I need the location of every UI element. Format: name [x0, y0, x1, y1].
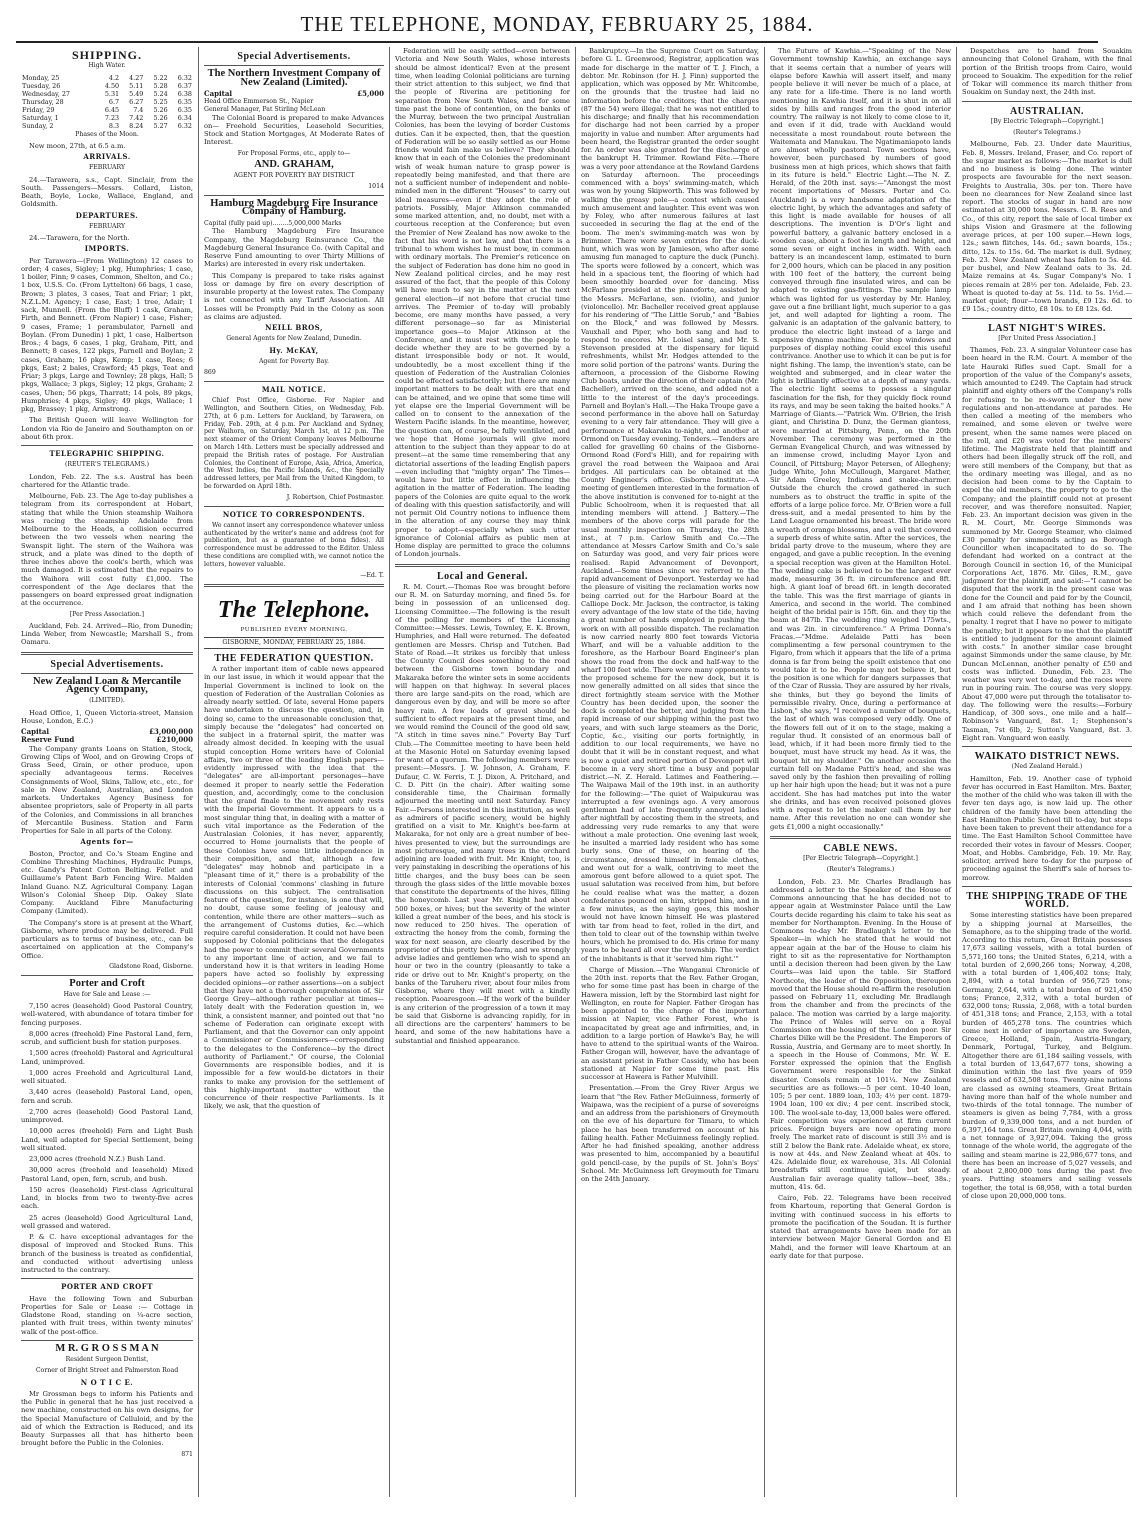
corresp-text: We cannot insert any correspondence whatever unless authenticated by the writer's name and address (not for publication, but as a guarantee of bona fides). All correspondence must be addressed to the Editor. Unless these conditions are complied with, we cannot notice the letters, however valuable. [204, 521, 384, 568]
northern-manager: General Manager, Pat Stirling McLean [204, 105, 326, 113]
masthead-title: THE TELEPHONE, MONDAY, FEBRUARY 25, 1884. [300, 12, 814, 36]
last-night-heading: LAST NIGHT'S WIRES. [988, 322, 1106, 334]
nz-loan-office: Head Office, 1, Queen Victoria-street, Mansion House, London, E.C.) [21, 708, 193, 725]
local-text-cont: Bankruptcy.—In the Supreme Court on Saturday, before G. L. Greenwood, Registrar, application was made for discharge in the matter of T. J. Finch, a debtor. Mr. Robinson (for H. J. Finn) supported the application, which was opposed by Mr. Whitcombe, on the grounds that the trustee had laid no information before the creditors; that the charges (87 the 54) were illegal; that he was not entitled to his discharge; and finally that his recommendation for discharge had not been carried by a proper majority in value and number. After arguments had been heard, the Registrar granted the order sought for. An order was also granted for the discharge of the bankrupt H. Trimmer. Rowland Fête.—There was a very poor attendance at the Rowland Gardens on Saturday afternoon. The proceedings commenced with a boys' swimming-match, which was won by young Skipworth. This was followed by walking the greasy pole—a contest which caused much amusement and laughter. This event was won by Foley, who after numerous failures at last succeeded in securing the flag at the end of the boom. The men's swimming-match was won by Brimmer. There were seven entries for the duck-hunt, which was won by Jamieson, who after some amusing fun managed to capture the duck (Punch). The sports were followed by a concert, which was held in a spacious tent, the flooring of which had been smoothly boarded over for dancing. Miss McFarlane presided at the pianoforte, assisted by the Messrs. McFarlane, sen. (violin), and junior (violoncello). Mr. Bacheller received great applause for his rendering of "The Little Sorub," and "Babies on the Block," and was followed by Messrs. Vauxhall and Piper, who both sang and had to respond to encores. Mr. Loisel sang, and Mr. S. Stevenson presided at the dispensary for liquid refreshments, whilst Mr. Hodges attended to the more solid portion of the patrons' wants. During the afternoon, a procession of the Gisborne Rowing Club boats, under the direction of their captain (Mr. Bacheller), arrived on the scene, and added not a little to the interest of the day's proceedings. Parnell and Boylan's Hall.—The Haka Troupe gave a second performance in the above hall on Saturday evening to a very fair attendance. They will give a performance at Makaraka to-night, and another at Ormond on Tuesday evening. Tenders.—Tenders are called for gravelling 60 chains of the Gisborne-Ormond Road (Ford's Hill), and for repairing with gravel the road between the Waipaoa and Arai bridges. All particulars can be obtained at the County Engineer's office. Gisborne Institute.—A meeting of gentlemen interested in the formation of the above institution is convened for to-night at the Public Schoolroom, when it is requested that all intending members will attend. J Battery.—The members of the above corps will parade for the usual monthly inspection on Thursday, the 28th inst., at 7 p.m. Carlow Smith and Co.—The attendance at Messrs Carlow Smith and Co.'s sale on Saturday was good, and very fair prices were realised. Rapid Advancement of Devonport, Auckland.—Some times since we referred to the rapid advancement of Devonport. Yesterday we had the pleasure of visiting the reclamation works now being carried out for the Harbour Board at the Calliope Dock. Mr. Jackson, the contractor, is taking every advantage of the low state of the tide, having a great number of hands employed in pushing the work on with all possible dispatch. The reclamation is now carried nearly 800 feet towards Victoria Wharf, and will be a valuable addition to the foreshore, as the Harbour Board Engineer's plan shows the road from the dock and half-way to the wharf 100 feet wide. There were many opponents to the proposed scheme for the new dock, but it is now generally admitted on all sides that since the direct fortnightly steam service with the Mother Country has been decided upon, the sooner the dock is completed the better, and judging from the rapid increase of our shipping within the past two years, and with such large steamers as the Doric, Coptic, &c., visiting our ports fortnightly, in addition to our local requirements, we have no doubt that it will be in constant request, and what is now a quiet and retired portion of Devonport will become in a very short time a busy and popular district.—N. Z. Herald. Latimes and Feathering.—The Waipawa Mail of the 19th inst. in an authority for the following:—"The quiet of Waipukurau was interrupted a few evenings ago. A very amorous gentleman had of late frequently annoyed ladies after nightfall by accosting them in the streets, and addressing very rude remarks to any that were without a male protection. One evening last week, he insulted a married lady resident who has some burly sons. One of these, on hearing of the circumstance, dressed himself in female clothes, and went out for a walk, contriving to meet the amorous gent before allowed to a quiet spot. The usual salutation was received from him, but before he could realise what was the matter, a dozen confederates pounced on him, stripped him, and in a few minutes, as the saying goes, this mosher would not have known himself. He was plastered with tar from head to feet, rolled in the dirt, and then told to clear out of the township within twelve hours, which he promised to do. His crime for many years to be heard all over the township. The verdict of the inhabitants is that it 'served him right.'" [581, 47, 759, 963]
tide-cell: 6.27 [129, 97, 144, 106]
tide-cell: 5.22 [153, 73, 168, 82]
departures-heading: DEPARTURES. [75, 210, 139, 220]
column-1 [16, 47, 199, 1497]
column-6 [957, 47, 1137, 1497]
tide-cell: Wednesday, 27 [22, 89, 70, 98]
divider [21, 975, 193, 976]
tide-cell: Monday, 25 [22, 73, 60, 82]
hamburg-text: The Hamburg Magdeburg Fire Insurance Company, the Magdeburg Reinsurance Co., the Magdeburg General Insurance Co. (with Capital and Reserve Fund amounting to over Thirty Millions of Marks) are interested in every risk undertaken. [204, 227, 384, 269]
australian-heading: AUSTRALIAN. [1009, 105, 1085, 117]
tide-cell: 8.3 [108, 121, 120, 130]
porter-note: P. & C. have exceptional advantages for the disposal of improved and Stocked Runs. This branch of the business is treated as confidential, and conducted without advertising unless instructed to the contrary. [21, 1233, 193, 1275]
shipping-trade-text: Some interesting statistics have been prepared by a shipping journal at Marseilles, the Semaphore, as to the shipping trade of the world. According to this return, Great Britain possesses 17,673 sailing vessels, with a total burden of 5,571,160 tons; the United States, 6,214, with a total burden of 2,690,266 tons; Norway, 4,208, with a total burden of 1,406,402 tons; Italy, 2,894, with a total burden of 956,725 tons; Germany, 2,644, with a total burden of 921,450 tons; France, 2,312, with a total burden of 632,000 tons; Russia, 2,068, with a total burden of 451,318 tons; and France, 2,153, with a total burden of 465,278 tons. The countries which come next in order of importance are Sweden, Greece, Holland, Spain, Austria-Hungary, Denmark, Portugal, Turkey, and Belgium. Altogether there are 61,184 sailing vessels, with a total burden of 13,647,677 tons, showing a diminution within the last five years of 959 vessels and of 632,508 tons. Twenty-nine nations are classed as owning steamers, Great Britain having more than half of the whole number and two-thirds of the total tonnage. The number of steamers is given as being 7,784, with a gross burden of 9,339,000 tons, and a net burden of 6,397,164 tons. Great Britain owning 4,044, with a net tonnage of 3,927,094. Taking the gross tonnage of the whole world, the aggregate of the sailing and steam marine is 22,986,677 tons, and there has been an increase of 5,027 vessels, and of about 2,800,000 tons during the past five years. Putting steamers and sailing vessels together, the total is 68,958, with a total burden of close upon 20,000,000 tons. [962, 911, 1132, 1200]
last-night-text: Thames, Feb. 23. A singular Volunteer case has been heard in the R.M. Court. A member of the late Hauraki Rifles sued Capt. Small for a proportion of the value of the Company's assets, which amounted to £249. The Captain had struck plaintiff and eighty others off the Company's rolls for refusing to be re-sworn under the new regulations and non-attendance at parades. He then called a meeting of the members who remained, and some eleven or twelve were present, when the same names were placed on the roll, and £20 was voted for the members' lifetime. The Magistrate held that plaintiff and others had been illegally struck off the roll, and were still members of the Company, but that as the ordinary meeting was illegal, and as no decision had been come to by the Captain to expel the old members, the property to go to the Company; and the plaintiff could not at present recover, and was therefore nonsuited. Napier, Feb. 23. An important decision was given in the R. M. Court, Mr. George Simmonds was summoned by Mr. George Steamer, who claimed £30 penalty for simmonds acting as Borough Councillor when incapacitated to do so. The defendant had worked on a contract at the Borough Council in section 16, of the Municipal Corporations Act, 1876. Mr. Giles, R.M., gave judgment for the plaintiff, and said:—"I cannot be disputed that the work in the present case was done for the Council and paid for by the Council, and I am afraid that nothing has been shown which could relieve the defendant from the penalty. I regret that I have no power to mitigate the penalty; but it appears to me that the plaintiff is entitled to judgment for the amount claimed with costs." In another similar case brought against Simmonds under the same clause, by Mr. Duncan McLennan, another penalty of £50 and costs was inflicted. Dunedin, Feb. 23. The weather was very wet to-day, and the races were run in pouring rain. The course was very sloppy. About 47,000 were put through the totalisator to-day. The following were the results:—Forbury Handicap, of 300 sovs., one mile and a half—Robinson's Vanguard, 8st. 1; Stephenson's Tasman, 7st 6lb, 2; Sutton's Vanguard, 8st. 3. Eight ran. Vanguard won easily. [962, 346, 1132, 742]
press-text: Auckland, Feb. 24. Arrived—Rio, from Dunedin; Linda Weber, from Newcastle; Marshall S., from Oamaru. [21, 621, 193, 647]
reserve-value: £210,000 [156, 735, 193, 745]
last-night-sub: [Per United Press Association.] [998, 334, 1096, 342]
nameplate-lettering [212, 592, 377, 624]
telegraphic-text-1: London, Feb. 22. The s.s. Austral has been chartered for the Atlantic trade. [21, 472, 193, 489]
tide-cell: 5.27 [153, 121, 168, 130]
hamburg-local-sub: Agent for Poverty Bay. [258, 357, 330, 365]
northern-capital [204, 90, 384, 98]
tide-row [21, 122, 193, 130]
capital-label: Capital [21, 727, 50, 736]
northern-proposal: For Proposal Forms, etc., apply to— [237, 149, 351, 157]
porter-item: 23,000 acres (freehold N.Z.) Bush Land. [29, 1155, 166, 1164]
hamburg-text-2: This Company is prepared to take risks against loss or damage by fire on every description of insurable property at the lowest rates. The Company is not connected with any Tariff Association. All Losses will be Promptly Paid in the Colony as soon as claims are adjusted. [204, 271, 384, 321]
hamburg-title: Hamburg Magdeburg Fire Insurance Company of Hamburg. [210, 198, 378, 218]
dateline: GISBORNE, MONDAY, FEBRUARY 25, 1884. [204, 637, 384, 649]
porter-item: 7,150 acres (leasehold) Good Pastoral Country, well-watered, with abundance of totara timber for fencing purposes. [21, 1002, 193, 1027]
divider [395, 564, 570, 567]
divider [204, 381, 384, 382]
agents-text: Boston, Proctor, and Co.'s Steam Engine and Combine Threshing Machines, Hydraulic Pumps, etc. Gandy's Patent Cotton Belting. Fellet and Guillaume's Patent Barb Fencing Wire. Malden Inland Guano. N.Z. Agricultural Company. Lagan Wilson's Colonial Sheep Dip. Oakey Slate Company. Auckland Fibre Manufacturing Company (Limited). [21, 849, 193, 916]
masthead [16, 10, 1098, 43]
notice-number: 871 [181, 1450, 193, 1458]
australian-sub-2: (Reuter's Telegrams.) [1013, 129, 1081, 136]
columns [16, 47, 1132, 1497]
porter-item: 2,700 acres (leasehold) Good Pastoral Land, unimproved. [21, 1107, 193, 1125]
northern-text: The Colonial Board is prepared to make Advances on— Freehold Securities, Leasehold Securities, Stock and Station Mortgages, At Moderate Rates of Interest. [204, 113, 384, 147]
arrivals-text: 24.—Tarawera, s.s., Capt. Sinclair, from the South. Passengers—Messrs. Collard, Liston, Beath, Boyle, Locke, Wallace, England, and Goldsmith. [21, 175, 193, 209]
company-store-text: The Company's store is at present at the Wharf, Gisborne, where produce may be delivered. Full particulars as to terms of business, etc., can be ascertained on application at the Company's Office. [21, 918, 193, 960]
tide-cell: 6.35 [177, 97, 192, 106]
graham-agent: AGENT FOR POVERTY BAY DISTRICT [233, 172, 355, 180]
agents-heading: Agents for— [80, 837, 134, 847]
porter-item: 25 acres (leasehold) Good Agricultural Land, well grassed and watered. [21, 1213, 193, 1230]
corresp-heading: NOTICE TO CORRESPONDENTS. [222, 509, 366, 519]
tide-cell: 6.32 [177, 121, 192, 130]
hamburg-capital: Capital (fully paid up)........5,000,000 Marks [204, 219, 342, 227]
federation-text: A rather important item of cable news appeared in our last issue, in which it would appear that the Imperial Government is inclined to look on the question of Federation of the Australian Colonies as already nearly settled. Of late, several Home papers have undertaken to discuss the question, and, in doing so, came to the unreasonable conclusion that, simply because the "delegates" had concerted on the subject in a fraternal spirit, the matter was already almost decided. In keeping with the usual stupid conception Home writers have of Colonial affairs, two or three of the leading English papers—evidently impressed with the idea that the "delegates" are all-important personages—have deemed it proper to nearly settle the Federation question, and, accordingly, come to the conclusion that the grand finale to the movement only rests with the Imperial Government. It appears to us a most singular thing that, in dealing with a matter of such vital importance as the Federation of the Australasian Colonies, it has never, apparently, occurred to Home journalists that the people of these Colonies have some little independence in their composition, and that, although a few "delegates" may hobnob and participate in a "pleasant time of it," there is a probability of the interests of Colonial 'commons' clashing in future discussions on this subject. The centralisation feature of the question, for instance, is one that will, no doubt, cause some feeling of jealousy and contention, while there are other matters—such as the arrangement of Customs duties, &c.—which require careful consideration. It could not have been supposed by Colonial politicians that the delegates had the power to commit their several Governments to any important line of action, and we fail to understand how it is that writers in leading Home papers have acted so foolishly by expressing decided opinions—or rather assertions—on a subject that they have not a thorough comprehension of. Sir George Grey—although rather peculiar at times—lately dealt with the Federation question in, we think, a consistent manner, and pointed out that "no scheme of Federation can originate except with Parliament, and that the Governor can only appoint a Commissioner or Commissioners—corresponding to the delegates to the Conference—by the direct authority of Parliament." Of course, the Colonial Governments are responsible bodies, and it is impossible for a few would-be dictators in their ranks to make any provision for the settlement of this highly-important matter without the concurrence of their respective Parliaments. Is it likely, we ask, that the question of [204, 665, 384, 1111]
divider [770, 836, 951, 839]
newspaper-page [16, 10, 1132, 1495]
hamburg-number: 869 [204, 369, 216, 377]
tide-cell: 5.11 [129, 81, 144, 90]
notice-heading: N O T I C E. [80, 1377, 134, 1387]
imports-heading: IMPORTS. [84, 244, 130, 254]
reserve-label: Reserve Fund [21, 735, 75, 745]
waikato-text: Hamilton, Feb. 19. Another case of typhoid fever has occurred in East Hamilton. Mrs. Baxter, the mother of the child who was taken ill with the fever ten days ago, is now laid up. The other children of the family have been attending the East Hamilton Public School till to-day, but steps have been taken to prevent their attendance for a time. The East Hamilton School Committee have recorded their votes in favour of Messrs. Cooper, Moat, and Hobbs. Cambridge, Feb. 19. Mr. Ray, solicitor, arrived here to-day for the purpose of proceeding against the Sheriff's sale of horses to-morrow. [962, 774, 1132, 882]
divider [204, 584, 384, 587]
tide-caption: High Water. [88, 62, 126, 70]
tide-cell: Thursday, 28 [22, 97, 64, 106]
local-heading: Local and General. [437, 570, 528, 582]
divider [21, 673, 193, 674]
tide-cell: Sunday, 2 [22, 121, 54, 130]
cable-sub-2: (Reuter's Telegrams.) [826, 866, 895, 874]
porter-item: 1,500 acres (freehold) Pastoral and Agricultural Land, unimproved. [21, 1049, 193, 1066]
hamburg-local: Hy. McKAY, [269, 345, 319, 355]
federation-continued: Federation will be easily settled—even between Victoria and New South Wales, whose interests should be almost identical? Even at the present time, when leading Colonial politicians are turning their strict attention to this subject, we find that the people of Riverina are petitioning for separation from New South Wales, and for some time past the bone of contention, on the banks of the Murray, between the two principal Australian Colonies, has been the levying of border Customs duties. Can it be expected, then, that the question of Federation will be so easily settled as our Home friends would fain make us believe? They should know that in each of the Colonies the predominant wish of weak human nature to grasp power is repeatedly being manifested, and that there are not a sufficient number of independent and noble-minded men in the different "Houses" to carry out ideal measures—even if they adopt the role of patriots. Possibly, Major Atkinson commanded some marked attention, and, no doubt, met with a courteous reception at the Conference; but even the Premier of New Zealand has now awoke to the fact that his word is not law, and that there is a tribunal to whom wishes he must bow, in common with ordinary mortals. The Premier's reticence on the subject of Federation has done him no good in New Zealand political circles, and he may rest assured of the fact, that the people of this Colony will have much to say in the matter at the next general election—if not before that crucial time arrives. The Premier of to-day will probably become, ere many months have passed, a very different personage—so far as Ministerial importance goes—to Major Atkinson at the Conference, and it must rest with the people to decide whether they are to be governed by a distant irresponsible body or not. It would, undoubtedly, be a most excellent thing if the question of Federation of the Australian Colonies could be effected satisfactorily; but there are many important matters to be dealt with ere that end can be attained, and we opine that some time will yet elapse ere the Imperial Government will be called on to consent to the annexation of the Western Pacific islands. In the meantime, however, the question can, of course, be fully ventilated, and we hope that Home journals will give more attention to the subject than they appear to do at present—at the same time remembering that any dictatorial assertions of the leading English papers—even including that "mighty organ" The Times—would have but little effect in influencing the agitation in the matter of Federation. The leading papers of the Colonies are quite equal to the work of dealing with this question satisfactorily, and will not permit Old Country notions to influence them in the alteration of any course they may think proper to adopt—especially when such utter ignorance of Colonial affairs as public men at Home display are permitted to grace the columns of London journals. [395, 47, 570, 559]
tide-cell: 6.32 [177, 73, 192, 82]
nz-loan-text: The Company grants Loans on Station, Stock, Growing Clips of Wool, and on Growing Crops of Grass Seed, Grain, or other produce, upon specially advantageous terms. Receives Consignments of Wool, Skins, Tallow, etc., etc., for sale in New Zealand, Australian, and London markets. Undertakes Agency Business for absentee proprietors, sale of Property in all parts of the Colonies, and Commissions in all branches of Mercantile Business. Station and Farm Properties for Sale in all parts of the Colony. [21, 744, 193, 835]
porter-item: 10,000 acres (freehold) Fern and Light Bush Land, well adapted for Special Settlement, being well situated. [21, 1127, 193, 1152]
porter-sub: Have for Sale and Lease :— [63, 990, 151, 998]
tide-cell: 7.23 [104, 113, 120, 122]
column-4 [576, 47, 765, 1497]
column-2 [199, 47, 390, 1497]
published-note: PUBLISHED EVERY MORNING. [240, 627, 348, 634]
porter-item: 30,000 acres (freehold and leasehold) Mixed Pastoral Land, open, fern, scrub, and bush. [21, 1166, 193, 1183]
column-5 [765, 47, 957, 1497]
telegraphic-text-2: Melbourne, Feb. 23. The Age to-day publishes a telegram from its correspondent at Hobart, stating that while the Union steamship Waihora was racing the steamship Adelaide from Melbourne to the Heads, a collision occurred between the two vessels when nearing the Swanspit light. The stern of the Waihora was struck, and a plate was dined to the depth of three inches above the cook's berth, which was much damaged. It is estimated that the repairs to the Waihora will cost fully £1,000. The correspondent of the Age declares that the passengers on board expressed great indignation at the occurrence. [21, 492, 193, 608]
tide-cell: 4.27 [129, 73, 144, 82]
tide-cell: 5.28 [153, 81, 168, 90]
mail-heading: MAIL NOTICE. [261, 384, 327, 394]
press-assoc: [Per Press Association.] [69, 610, 145, 618]
tide-cell: 5.26 [153, 105, 168, 114]
tide-cell: 6.45 [104, 105, 120, 114]
mail-sign: J. Robertson, Chief Postmaster. [286, 493, 384, 501]
tide-cell: 6.37 [177, 81, 192, 90]
nameplate-text: The Telephone. [217, 597, 370, 624]
tide-cell: 5.26 [153, 113, 168, 122]
porter2-title: PORTER AND CROFT [61, 1282, 153, 1292]
special-ads-heading: Special Advertisements. [237, 51, 351, 62]
souakim-text: Despatches are to hand from Souakim announcing that Colonel Graham, with the final portion of the British troops from Cairo, would proceed to Souakim. The expedition for the relief of Tokar will commence its march thither from Souakim on Sunday next, the 24th inst. [962, 47, 1132, 97]
porter2-text: Have the following Town and Suburban Properties for Sale or Lease :— Cottage in Gladstone Road, standing on ¼-acre section, planted with fruit trees, within twenty minutes' walk of the post-office. [21, 1294, 193, 1336]
special-ads-heading: Special Advertisements. [50, 658, 164, 670]
australian-sub: [By Electric Telegraph—Copyright.] [990, 117, 1104, 125]
federation-heading: THE FEDERATION QUESTION. [214, 652, 374, 664]
waikato-heading: WAIKATO DISTRICT NEWS. [974, 751, 1120, 762]
british-queen-text: The British Queen will leave Wellington for London via Rio de Janeiro and Southampton on or about 6th prox. [21, 416, 193, 441]
northern-office: Head Office Emmerson St., Napier [204, 98, 314, 105]
divider [21, 445, 193, 446]
tide-row [21, 114, 193, 122]
nameplate [204, 592, 384, 624]
mission-text: Charge of Mission.—The Wanganui Chronicle of the 20th inst. reports that the Rev. Father Grogan, who for some time past has been in charge of the Hawera mission, left by the Stormbird last night for Wellington, en route for Napier. Father Grogan has been appointed to the charge of the important mission at Napier, vice Father Forest, who is incapacitated by great age and infirmities, and, in addition to a large portion of Hawke's Bay, he will have to attend to the spiritual wants of the Wairoa. Father Grogan will, however, have the advantage of an assistant priest in Father Cassidy, who has been stationed at Napier for some time past. His successor at Hawera is Father Mulvihill. [581, 965, 759, 1081]
telegraphic-heading: TELEGRAPHIC SHIPPING. [49, 449, 165, 458]
hamburg-agent-sub: General Agents for New Zealand, Dunedin. [226, 335, 362, 343]
divider [962, 101, 1132, 102]
porter-item: 3,440 acres (leasehold) Pastoral Land, open, fern and scrub. [21, 1088, 193, 1105]
tide-cell: 5.31 [104, 89, 120, 98]
departures-sub: FEBRUARY [88, 222, 126, 230]
graham-number: 1014 [368, 183, 384, 191]
graham-name: AND. GRAHAM, [254, 158, 334, 170]
arrivals-heading: ARRIVALS. [83, 152, 131, 161]
grossman-title: M R. G R O S S M A N [55, 1342, 159, 1354]
corresp-sign: —Ed. T. [360, 571, 384, 579]
tide-cell: Saturday, 1 [22, 113, 59, 122]
tide-cell: 4.50 [104, 81, 120, 90]
divider [21, 652, 193, 655]
tide-cell: Tuesday, 26 [22, 81, 61, 90]
porter-list [21, 1002, 193, 1230]
telegraphic-sub: (REUTER'S TELEGRAMS.) [64, 461, 150, 469]
mail-text: Chief Post Office, Gisborne. For Napier and Wellington, and Southern Cities, on Wednesday, Feb. 27th, at 6 p.m. Letters for Auckland, by Tarawera, on Friday, Feb. 29th, at 4 p.m. Per Auckland and Sydney, per Waihora, on Saturday, March 1st, at 12 p.m. The next steamer of the Orient Company leaves Melbourne on March 14th. Letters must be specially addressed and prepaid the British rates of postage. For Australian Colonies, the Continent of Europe, Asia, Africa, America, the West Indies, the Pacific Islands, &c., the Specially addressed letters, per Mail from the United Kingdom, to be forwarded on April 18th. [204, 397, 384, 490]
tide-row [21, 90, 193, 98]
grossman-addr: Corner of Bright Street and Palmerston Road [35, 1367, 179, 1375]
tide-cell: 6.34 [177, 113, 192, 122]
shipping-heading: SHIPPING. [71, 48, 142, 62]
tide-cell: 4.2 [108, 73, 120, 82]
tide-cell: 6.7 [108, 97, 120, 106]
arrivals-sub: FEBRUARY [88, 164, 126, 172]
local-text: R. M. Court.—Thomas Roe was brought before our R. M. on Saturday morning, and fined 5s. for being in possession of an unlicensed dog. Licensing Committee.—The following is the result of the polling for members of the Licensing Committee:—Messrs. Lewis, Townley, E. K. Brown, Humphries, and Hall were returned. The defeated gentlemen are Messrs. Chrisp and Tutchen. Bad State of Road.—It strikes us forcibly that unless the County Council does something to the road between the Gisborne town boundary and Makaraka before the winter sets in some accidents will happen on that highway. In several places there are large sand-pits on the road, which are dangerous even by day, and will be more so after heavy rain. A few loads of gravel should be sufficient to effect repairs at the present time, and we would remind the Council of the good old saw, "A stitch in time saves nine." Poverty Bay Turf Club.—The Committee meeting to have been held at the Masonic Hotel on Saturday evening lapsed for want of a quorum. The following members were present:—Messrs. J. W. Johnson, A. Graham, F. Dufaur, C. W. Ferris, T. J. Dixon, A. Pritchard, and C. D. Pitt (in the chair). After waiting some considerable time, the Chairman formally adjourned the meeting until next Saturday. Fancy Fair.—Persons interested in this institution, as well as admirers of pacific scenery, would be highly gratified on a visit to Mr. Knight's bee-farm at Makaraka, for not only are a great number of bee-hives presented to view, but the surroundings are most picturesque, and many trees in the orchard adjoining are loaded with fruit. Mr. Knight, too, is very painstaking in describing the operations of his little charges, and the busy bees can be seen through the glass sides of the little movable boxes that constitute the departments of the hives, filling the honeycomb. Last year Mr. Knight had about 500 boxes, or hives; but the severity of the winter killed a great number of the bees, and his stock is now reduced to 250 hives. The operation of extracting the honey from the comb, forming the wax for next season, are clearly described by the proprietor of this pretty bee-farm, and we strongly advise ladies and gentlemen who wish to spend an hour or two in the country (pleasantly to take a ride or drive out to Mr. Knight's property, on the banks of the Taruheru river, about four miles from Gisborne, where they will meet with a kindly reception. Paoaresgoon.—If the work of the builder is any criterion of the progression of a town it may be said that Gisborne is advancing rapidly, for in all directions are the carpenters' hammers to be heard, and some of the new habitations have a substantial and finished appearance. [395, 582, 570, 1045]
tide-cell: 8.24 [129, 121, 144, 130]
porter-item: 8,000 acres (freehold) Fine Pastoral Land, fern, scrub, and sufficient bush for station purposes. [21, 1029, 193, 1047]
capital-value: £3,000,000 [149, 727, 193, 736]
cable-cairo: Cairo, Feb. 22. Telegrams have been received from Khartoum, reporting that General Gordon is inviting with continued success in his efforts to promote the pacification of the Soudan. It is further stated that arrangements have been made for an interview between Major General Gordon and El Mahdi, and the former will leave Khartoum at an early date for that purpose. [770, 1194, 951, 1260]
tide-row [21, 98, 193, 106]
divider [204, 65, 384, 66]
divider [21, 1340, 193, 1341]
divider [962, 746, 1132, 747]
nz-loan-limited: (LIMITED). [89, 697, 125, 705]
northern-capital-value: £5,000 [357, 88, 384, 98]
tide-cell: Friday, 29 [22, 105, 55, 114]
tide-cell: 6.38 [177, 89, 192, 98]
tide-row [21, 74, 193, 82]
nz-loan-title: New Zealand Loan & Mercantile Agency Company, [33, 675, 181, 695]
porter-item: 1,000 acres Freehold and Agricultural Land, well situated. [21, 1068, 193, 1086]
articles-text: The Future of Kawhia.—"Speaking of the New Government township Kawhia, an exchange says that it seems certain that a number of years will elapse before Kawhia will assert itself, and many people believe it will never be much of a place, at any rate for a life-time. There is no land worth mentioning in Kawhia itself, and it is shut in on all sides by hills and ranges from the good interior country. The railway is not likely to come close to it, and even if it did, trade with Auckland would necessitate a most roundabout route between the Waitemata and Manukau. The Ngatimaniapoto lands are almost wholly pastoral. Town sections have, however, been purchased by numbers of good business men at high prices, which shows that faith in its future is held." Electric Light.—The N. Z. Herald, of the 20th inst. says:—"Amongst the most recent importations of Messrs. Porter and Co. (Auckland) is a very handsome adaptation of the electric light, by which the advantages and safety of this light is made available for houses of all descriptions. The invention is D'Or's light and powerful battery, a galvanic battery enclosed in a wooden case, about a foot in length and height, and some seven or eight inches in width. With each battery is an incandescent lamp, estimated to burn for 2,000 hours, which can be placed in any position with 100 feet of the battery, the current being conveyed through fine insulated wires, and can be adapted to existing gas-fittings. The sample lamp which was lighted for us yesterday by Mr. Hanley, gave out a fine brilliant light, much superior to a gas jet, and well adapted for lighting a room. The galvanic is an adaptation of the galvanic battery, to produce the electric light instead of a large and expensive dynamo machine. For shop windows and purposes of display nothing could excel this useful contrivance. Another use to which it can be put is for night fishing. The lamp, the invention's state, can be weighted and submerged, and in clear water the light is brilliantly effective at a depth of many yards. The electric light seems to possess a singular fascination for the fish, for they quickly flock round its rays, and may be seen taking the baited hooks." A Marriage of Giants.—"Patrick Wm. O'Brien, the Irish giant, and Christina D. Dunz, the German giantess, were married at Pittsburg, Penn., on the 20th November. The ceremony was performed in the German Evangelical Church, and was witnessed by an immense crowd, including Mayor Lyon and Council, of Pittsburg; Mayor Petersen, of Allegheny; Judge White, John McCullough, Margaret Mather, Sir Adam Greeley, Indians and snake-charmer. Outside the church the crowd gathered in such numbers as to obstruct the traffic in spite of the efforts of a large police force. Mr. O'Brien wore a full dress-suit, and a medal presented to him by the Land League ornamented his breast. The bride wore a wreath of orange blossoms, and a veil that covered a superb dress of white satin. After the services, the bridal party drove to the museum, where they are engaged, and gave a public reception. In the evening a special reception was given at the Hamilton Hotel. The wedding cake is believed to be the largest ever made, measuring 36 ft. in circumference and 8ft. high. A giant loaf of bread 6ft. in length decorated the table. This was the first marriage of giants in America, and second in the world. The combined height of the bridal pair is 15ft. 6in. and they tip the beam at 847lb. The wedding ring weighed 175wts., and was 2in. in circumference." A Prima Donna's Fracas.—"Mdme. Adelaide Patti has been complimenting a few personal countrymen to the Figaro, from which it appears that the life of a prima donna is far from being the spoilt existence that one would take it to be. People may not believe it, but the position is one which for dangers surpasses that of the Czar of Russia. They are assured by her rivals, she thinks, but they go beyond the limits of permissible rivalry. Once, during a performance at Lisbon," she says, "I received a number of bouquets, the last of which was composed very oddly. One of the flowers fell out of it on to the stage, making a regular thud. It consisted of an enormous ball of lead, which, if it had been more firmly tied to the bouquet, must have struck my head. As it was, the bouquet hit my shoulder." On another occasion the curtain fell on Madame Patti's head, and she was saved only by the fashion then prevailing of rolling up her hair high upon the head; but it was not a pure accident. She has had matches put into the water she drinks, and has even received poisoned gloves with a request to let the maker call them by her name. After this revelation no one can wonder she gets £1,000 a night occasionally." [770, 47, 951, 831]
divider [21, 1278, 193, 1279]
divider [204, 506, 384, 507]
cable-sub: [Per Electric Telegraph—Copyright.] [803, 855, 918, 862]
northern-title: The Northern Investment Company of New Zealand (Limited). [207, 68, 381, 88]
tide-cell: 7.42 [129, 113, 144, 122]
moon-text: New moon, 27th, at 6.5 a.m. [29, 141, 126, 150]
presentation-text: Presentation.—From the Grey River Argus we learn that "the Rev. Father McGuinness, formerly of Waipawa, was the recipient of a purse of sovereigns and an address from the parishioners of Greymouth on the eve of his departure for Timaru, to which place he has been transferred on account of his failing health. Father McGuinness feelingly replied. After he had finished speaking, another address was presented to him, accompanied by a beautiful gold pencil-case, by the pupils of St. John's Boys' School. Mr. McGuinness left Greymouth for Timaru on the 24th January. [581, 1084, 759, 1183]
tide-row [21, 82, 193, 90]
departures-text: 24.—Tarawera, for the North. [29, 234, 130, 242]
tide-cell: 7.4 [133, 105, 144, 114]
tide-cell: 5.49 [129, 89, 144, 98]
shipping-trade-heading: THE SHIPPING TRADE OF THE WORLD. [966, 890, 1128, 910]
divider [962, 318, 1132, 319]
moon-caption: Phases of the Moon. [75, 130, 139, 138]
porter-item: 150 acres (leasehold) First-class Agricultural Land, in blocks from two to twenty-five acres each. [21, 1185, 193, 1211]
grossman-sub: Resident Surgeon Dentist, [65, 1356, 149, 1364]
notice-text: Mr Grossman begs to inform his Patients and the Public in general that he has just received a new machine, constructed on his own designs, for the Special Manufacture of Celluloid, and by the aid of which the Extraction is Reduced, and its Beauty Surpasses all that has hitherto been brought before the Public in the Colonies. [21, 1389, 193, 1448]
tide-cell: 5.25 [153, 97, 168, 106]
hamburg-agent: NEILL BROS, [265, 323, 323, 333]
cable-heading: CABLE NEWS. [823, 842, 898, 854]
tide-cell: 5.24 [153, 89, 168, 98]
porter-title: Porter and Croft [69, 977, 145, 989]
waikato-sub: (Ned Zealand Herald.) [1011, 763, 1083, 771]
tide-cell: 6.35 [177, 105, 192, 114]
reserve-line [21, 736, 193, 744]
column-3 [390, 47, 576, 1497]
cable-text: London, Feb. 23. Mr. Charles Bradlaugh has addressed a letter to the Speaker of the House of Commons announcing that he has decided not to appear again at Westminster Palace until the Law Courts decide regarding his claim to take his seat as member for Northampton. Evening. In the House of Commons to-day Mr. Bradlaugh's letter to the Speaker—in which he stated that he would not appear again at the bar of the House to claim his right to sit as the representative for Northampton until a decision thereon had been given by the Law Courts—was laid upon the table. Sir Stafford Northcote, the leader of the Opposition, thereupon moved that the House should re-affirm the resolution passed on February 11, excluding Mr. Bradlaugh from the chamber and from the precincts of the palace. The motion was carried by a large majority. The Prince of Wales will serve on a Royal Commission on the housing of the London poor. Sir Charles Dilke will be the President. The Emperors of Russia, Austria, and Germany are to meet shortly. In a speech in the House of Commons, Mr. W. E. Forster expressed the opinion that the English Government were responsible for the Sinkat disaster. Consols remain at 101¼. New Zealand securities are as follows:—5 per cent. 10-40 loan, 105; 5 per cent. 1889 loan, 103; 4½ per cent. 1879-1904 loan, 100 ex div.; 4 per cent. inscribed stock, 100. The wool-sale to-day, 13,000 bales were offered. Fair competition was experienced at firm current prices. Foreign buyers are now operating more freely. The market rate of discount is still 3½ and is still 2 below the Bank rate. Adelaide wheat, ex store, is now at 44s. and New Zealand wheat at 40s. to 42s. Adelaide flour, ex warehouse, 31s. All Colonial breadstuffs still continue quiet, but steady. Australian fair average quality tallow—beef, 38s.; mutton, 41s. 6d. [770, 877, 951, 1191]
divider [962, 886, 1132, 887]
australian-text: Melbourne, Feb. 23. Under date Mauritius, Feb. 8, Messrs. Ireland, Fraser, and Co. report of the sugar market as follows:—The market is dull and no business is being done. The winter prospects are favourable for the next season. Freights to Australia, 30s. per ton. There have been no clearances for New Zealand since last report. The stocks of sugar in hand are now estimated at 30,000 tons. Messrs. C. B. Rees and Co., of this city, report the sale of local timber ex ships Vision and Grasmere at the following average prices, at per 100 super.—Hewn logs, 12s.; sawn flitches, 14s. 6d.; sawn boards, 15s.; ditto, 12s. to 15s. 6d. The market is dull. Sydney, Feb. 23. New Zealand wheat has fallen to 5s. 4d. per bushel, and New Zealand oats to 3s. 2d. Maize remains at 4s. Sugar Company's No. 1 pieces remain at 28½ per ton. Adelaide, Feb. 23. Wheat is quoted to-day at 5s. 11d. to 5s. 1½d.—market quiet; flour—town brands, £9 12s. 6d. to £9 15s.; country ditto, £8 10s. to £8 12s. 6d. [962, 140, 1132, 314]
divider [204, 195, 384, 196]
tide-table [21, 74, 193, 130]
tide-row [21, 106, 193, 114]
northern-capital-label: Capital [204, 88, 233, 98]
imports-text: Per Tarawera—(From Wellington) 12 cases to order; 4 cases, Sigley; 1 pkg, Humphries; 1 case, 1 boiler, Finn; 9 cases, Common, Shelton, and Co.; 1 box, U.S.S. Co. (From Lyttelton) 66 bags, 1 case, Brown; 3 plates, 3 cases, Teat and Friar; 1 pkt, N.Z.L.M. Agency; 1 case, East; 1 tree, Adair; 1 sack, Munnell. (From the Bluff) 1 cask, Graham, Firth, and Bennett. (From Napier) 1 case, Fisher; 9 cases, Frame; 1 perambulator, Parnell and Boylan. (From Dunedin) 1 pkt, 1 case, Halbertson Bros.; 4 bags, 6 cases, 1 pkg, Graham, Pitt, and Bennett; 8 cases, 122 pkgs, Parnell and Boylan; 2 cases, Graham; 16 pkgs, Kemp; 1 case, Rees; 6 pkgs, East; 2 bales, Crawford; 45 pkgs, Teat and Friar; 3 pkgs, Large and Townley; 28 pkgs, Hall; 5 pkgs, Wallace; 3 pkgs, Sigley; 12 pkgs, Graham; 2 cases, Uhen; 56 pkgs, Tharratt; 14 pols, 89 pkgs, Humphries; 4 pkgs, Sigley; 49 pkgs, Wallace; 1 pkg, Brassey; 1 pkg, Armstrong. [21, 256, 193, 413]
gladstone-text: Gladstone Road, Gisborne. [109, 962, 193, 970]
